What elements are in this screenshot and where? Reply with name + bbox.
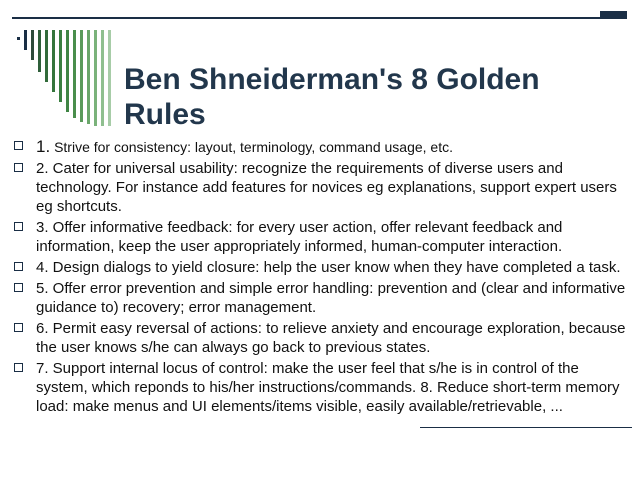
- bullet-text: 7. Support internal locus of control: make the user feel that s/he is in control of the system, which reponds to his/her instructions/commands. 8. Reduce short-term memory load: make menus and UI elements/items visible, easily available/retrievable, ...: [36, 360, 620, 415]
- bullet-text: 4. Design dialogs to yield closure: help the user know when they have completed a task.: [36, 259, 621, 276]
- square-bullet-icon: [14, 323, 23, 332]
- bullet-text: 5. Offer error prevention and simple error handling: prevention and (clear and informative guidance to) recovery; error management.: [36, 280, 626, 316]
- bullet-item-4: [14, 258, 626, 277]
- bullet-number: 1.: [36, 137, 51, 156]
- square-bullet-icon: [14, 222, 23, 231]
- bullet-item-1: [14, 137, 626, 157]
- square-bullet-icon: [14, 163, 23, 172]
- square-bullet-icon: [14, 262, 23, 271]
- bullet-text: 6. Permit easy reversal of actions: to relieve anxiety and encourage exploration, because the user knows s/he can always go back to previous states.: [36, 320, 626, 356]
- square-bullet-icon: [14, 141, 23, 150]
- divider-line: [420, 427, 632, 428]
- bullet-text: Strive for consistency: layout, terminology, command usage, etc.: [50, 139, 453, 155]
- stripe-group: [17, 30, 111, 126]
- bullet-item-2: [14, 159, 626, 216]
- bullet-text: 3. Offer informative feedback: for every user action, offer relevant feedback and information, keep the user appropriately informed, human-computer interaction.: [36, 219, 563, 255]
- bullet-item-6: [14, 319, 626, 357]
- bullet-text: 2. Cater for universal usability: recognize the requirements of diverse users and technology. For instance add features for novices eg explanations, support expert users eg shortcuts.: [36, 160, 617, 215]
- bullet-item-7: [14, 359, 626, 416]
- rule-tick: [600, 11, 627, 17]
- square-bullet-icon: [14, 283, 23, 292]
- slide-title: Ben Shneiderman's 8 Golden Rules: [124, 63, 540, 131]
- square-bullet-icon: [14, 363, 23, 372]
- top-rule: [12, 17, 627, 19]
- bullet-item-5: [14, 279, 626, 317]
- bullet-item-3: [14, 218, 626, 256]
- bullet-list: [14, 137, 626, 418]
